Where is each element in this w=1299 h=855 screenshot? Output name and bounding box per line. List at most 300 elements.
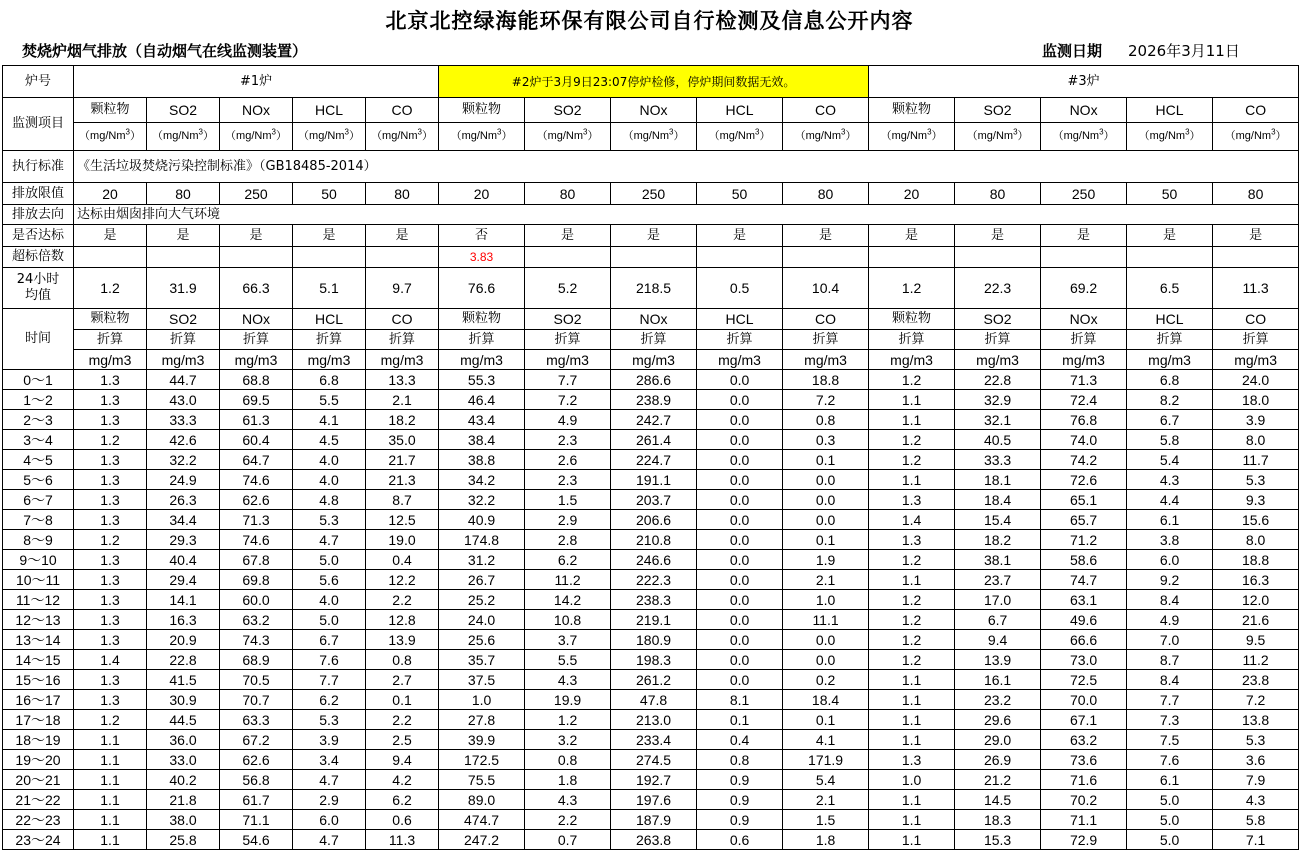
hourly-value: 26.7: [439, 570, 525, 590]
time-slot: 4～5: [3, 450, 74, 470]
unit-short: mg/m3: [955, 350, 1041, 370]
avg24-value: 11.3: [1213, 268, 1299, 309]
hourly-value: 21.7: [366, 450, 439, 470]
hourly-value: 3.9: [293, 730, 366, 750]
converted-label: 折算: [439, 330, 525, 350]
hourly-value: 0.0: [697, 390, 783, 410]
hourly-value: 40.2: [147, 770, 220, 790]
hourly-value: 74.2: [1041, 450, 1127, 470]
hourly-value: 0.1: [783, 450, 869, 470]
hourly-value: 2.9: [525, 510, 611, 530]
hourly-value: 2.1: [366, 390, 439, 410]
hourly-value: 12.2: [366, 570, 439, 590]
page-title: 北京北控绿海能环保有限公司自行检测及信息公开内容: [385, 9, 914, 33]
hourly-value: 4.3: [1213, 790, 1299, 810]
pollutant-header: NOx: [1041, 98, 1127, 123]
exceed-value: [147, 247, 220, 268]
hourly-value: 5.3: [1213, 730, 1299, 750]
hourly-value: 1.2: [869, 650, 955, 670]
exceed-value: [1213, 247, 1299, 268]
hourly-value: 89.0: [439, 790, 525, 810]
hourly-value: 33.0: [147, 750, 220, 770]
hourly-value: 12.0: [1213, 590, 1299, 610]
hourly-value: 5.8: [1213, 810, 1299, 830]
hourly-value: 191.1: [611, 470, 697, 490]
hourly-value: 71.1: [1041, 810, 1127, 830]
hourly-value: 1.2: [869, 430, 955, 450]
hourly-value: 6.0: [293, 810, 366, 830]
hourly-value: 34.4: [147, 510, 220, 530]
hourly-value: 69.8: [220, 570, 293, 590]
hourly-value: 8.4: [1127, 590, 1213, 610]
hourly-value: 42.6: [147, 430, 220, 450]
hourly-value: 1.3: [74, 390, 147, 410]
furnace-label: 炉号: [3, 66, 74, 98]
hourly-value: 4.9: [525, 410, 611, 430]
unit-header: （mg/Nm$^3$）: [697, 123, 783, 151]
limit-value: 80: [783, 183, 869, 205]
hourly-value: 3.7: [525, 630, 611, 650]
hourly-value: 2.7: [366, 670, 439, 690]
hourly-value: 18.1: [955, 470, 1041, 490]
hourly-value: 0.0: [697, 410, 783, 430]
hourly-value: 25.8: [147, 830, 220, 850]
hourly-pollutant-header: HCL: [293, 309, 366, 330]
hourly-value: 1.1: [869, 470, 955, 490]
avg24-label-line2: 均值: [24, 288, 51, 303]
time-slot: 0～1: [3, 370, 74, 390]
hourly-value: 5.0: [293, 550, 366, 570]
compliance-value: 是: [1041, 225, 1127, 247]
limit-label: 排放限值: [3, 183, 74, 205]
hourly-value: 6.7: [955, 610, 1041, 630]
avg24-value: 69.2: [1041, 268, 1127, 309]
standard-value: 《生活垃圾焚烧污染控制标准》（GB18485-2014）: [74, 151, 1299, 183]
hourly-value: 1.2: [869, 610, 955, 630]
hourly-value: 72.6: [1041, 470, 1127, 490]
hourly-value: 219.1: [611, 610, 697, 630]
limit-value: 250: [220, 183, 293, 205]
compliance-value: 是: [220, 225, 293, 247]
hourly-value: 32.2: [439, 490, 525, 510]
hourly-value: 7.2: [783, 390, 869, 410]
hourly-value: 65.7: [1041, 510, 1127, 530]
hourly-value: 4.3: [525, 670, 611, 690]
hourly-value: 0.1: [697, 710, 783, 730]
hourly-value: 172.5: [439, 750, 525, 770]
hourly-value: 30.9: [147, 690, 220, 710]
hourly-value: 29.6: [955, 710, 1041, 730]
hourly-value: 18.8: [783, 370, 869, 390]
hourly-value: 5.5: [293, 390, 366, 410]
compliance-value: 是: [366, 225, 439, 247]
hourly-value: 74.7: [1041, 570, 1127, 590]
hourly-value: 9.2: [1127, 570, 1213, 590]
hourly-value: 1.1: [869, 390, 955, 410]
hourly-value: 21.3: [366, 470, 439, 490]
hourly-value: 0.6: [366, 810, 439, 830]
hourly-value: 29.4: [147, 570, 220, 590]
unit-header: （mg/Nm$^3$）: [955, 123, 1041, 151]
hourly-value: 1.2: [869, 590, 955, 610]
hourly-value: 0.3: [783, 430, 869, 450]
hourly-value: 41.5: [147, 670, 220, 690]
hourly-value: 1.1: [869, 810, 955, 830]
time-slot: 15～16: [3, 670, 74, 690]
hourly-value: 0.2: [783, 670, 869, 690]
hourly-value: 0.0: [783, 650, 869, 670]
pollutant-header: CO: [1213, 98, 1299, 123]
hourly-value: 18.4: [783, 690, 869, 710]
time-slot: 14～15: [3, 650, 74, 670]
hourly-value: 5.3: [293, 710, 366, 730]
time-slot: 10～11: [3, 570, 74, 590]
hourly-value: 66.6: [1041, 630, 1127, 650]
hourly-value: 9.4: [955, 630, 1041, 650]
hourly-value: 5.5: [525, 650, 611, 670]
limit-value: 50: [293, 183, 366, 205]
hourly-value: 1.1: [74, 750, 147, 770]
hourly-pollutant-header: NOx: [1041, 309, 1127, 330]
hourly-value: 11.2: [1213, 650, 1299, 670]
hourly-value: 37.5: [439, 670, 525, 690]
hourly-value: 1.1: [869, 410, 955, 430]
hourly-value: 2.1: [783, 570, 869, 590]
exceed-value: [697, 247, 783, 268]
compliance-value: 是: [1213, 225, 1299, 247]
hourly-value: 15.3: [955, 830, 1041, 850]
hourly-value: 24.0: [1213, 370, 1299, 390]
unit-short: mg/m3: [293, 350, 366, 370]
exceed-value: 3.83: [439, 247, 525, 268]
time-label: 时间: [3, 309, 74, 370]
time-slot: 9～10: [3, 550, 74, 570]
hourly-value: 6.2: [293, 690, 366, 710]
hourly-value: 7.5: [1127, 730, 1213, 750]
hourly-value: 0.0: [783, 470, 869, 490]
hourly-value: 4.4: [1127, 490, 1213, 510]
hourly-value: 1.8: [525, 770, 611, 790]
hourly-value: 1.1: [74, 810, 147, 830]
hourly-value: 3.9: [1213, 410, 1299, 430]
unit-short: mg/m3: [74, 350, 147, 370]
hourly-value: 61.7: [220, 790, 293, 810]
hourly-value: 5.0: [1127, 790, 1213, 810]
converted-label: 折算: [1213, 330, 1299, 350]
unit-short: mg/m3: [439, 350, 525, 370]
avg24-value: 5.2: [525, 268, 611, 309]
hourly-value: 8.7: [1127, 650, 1213, 670]
hourly-value: 1.1: [74, 730, 147, 750]
hourly-value: 1.3: [74, 570, 147, 590]
unit-header: （mg/Nm$^3$）: [220, 123, 293, 151]
unit-header: （mg/Nm$^3$）: [611, 123, 697, 151]
exceed-value: [1127, 247, 1213, 268]
unit-short: mg/m3: [525, 350, 611, 370]
date-label: 监测日期: [1042, 42, 1103, 60]
hourly-value: 2.2: [366, 710, 439, 730]
hourly-value: 1.1: [74, 790, 147, 810]
hourly-value: 63.1: [1041, 590, 1127, 610]
hourly-value: 1.1: [869, 690, 955, 710]
hourly-value: 3.4: [293, 750, 366, 770]
converted-label: 折算: [147, 330, 220, 350]
limit-value: 50: [1127, 183, 1213, 205]
hourly-value: 74.0: [1041, 430, 1127, 450]
hourly-pollutant-header: 颗粒物: [74, 309, 147, 330]
hourly-value: 0.4: [366, 550, 439, 570]
hourly-value: 247.2: [439, 830, 525, 850]
avg24-value: 6.5: [1127, 268, 1213, 309]
hourly-value: 70.2: [1041, 790, 1127, 810]
time-slot: 8～9: [3, 530, 74, 550]
hourly-value: 0.6: [697, 830, 783, 850]
hourly-value: 1.2: [869, 630, 955, 650]
hourly-value: 242.7: [611, 410, 697, 430]
hourly-value: 238.9: [611, 390, 697, 410]
hourly-value: 1.8: [783, 830, 869, 850]
hourly-value: 38.1: [955, 550, 1041, 570]
hourly-value: 18.2: [955, 530, 1041, 550]
hourly-value: 38.4: [439, 430, 525, 450]
hourly-value: 474.7: [439, 810, 525, 830]
hourly-value: 7.9: [1213, 770, 1299, 790]
hourly-value: 0.0: [697, 590, 783, 610]
time-slot: 1～2: [3, 390, 74, 410]
hourly-value: 0.0: [697, 650, 783, 670]
time-slot: 7～8: [3, 510, 74, 530]
hourly-value: 233.4: [611, 730, 697, 750]
compliance-value: 是: [697, 225, 783, 247]
hourly-value: 67.1: [1041, 710, 1127, 730]
hourly-value: 49.6: [1041, 610, 1127, 630]
hourly-value: 3.6: [1213, 750, 1299, 770]
hourly-value: 4.3: [525, 790, 611, 810]
hourly-value: 13.8: [1213, 710, 1299, 730]
avg24-value: 22.3: [955, 268, 1041, 309]
hourly-value: 2.8: [525, 530, 611, 550]
limit-value: 250: [611, 183, 697, 205]
hourly-value: 5.6: [293, 570, 366, 590]
hourly-value: 72.9: [1041, 830, 1127, 850]
avg24-value: 31.9: [147, 268, 220, 309]
hourly-value: 24.9: [147, 470, 220, 490]
hourly-value: 197.6: [611, 790, 697, 810]
hourly-value: 8.1: [697, 690, 783, 710]
hourly-value: 23.2: [955, 690, 1041, 710]
hourly-value: 22.8: [147, 650, 220, 670]
hourly-value: 171.9: [783, 750, 869, 770]
hourly-value: 10.8: [525, 610, 611, 630]
exceed-value: [611, 247, 697, 268]
time-slot: 16～17: [3, 690, 74, 710]
hourly-value: 27.8: [439, 710, 525, 730]
unit-short: mg/m3: [1127, 350, 1213, 370]
hourly-value: 5.3: [293, 510, 366, 530]
hourly-value: 0.8: [783, 410, 869, 430]
unit-short: mg/m3: [220, 350, 293, 370]
hourly-value: 174.8: [439, 530, 525, 550]
hourly-value: 0.0: [697, 670, 783, 690]
avg24-value: 9.7: [366, 268, 439, 309]
pollutant-header: HCL: [1127, 98, 1213, 123]
hourly-value: 1.3: [74, 370, 147, 390]
hourly-pollutant-header: SO2: [525, 309, 611, 330]
exceed-value: [955, 247, 1041, 268]
hourly-value: 213.0: [611, 710, 697, 730]
hourly-value: 1.2: [525, 710, 611, 730]
hourly-value: 71.1: [220, 810, 293, 830]
limit-value: 80: [366, 183, 439, 205]
limit-value: 250: [1041, 183, 1127, 205]
hourly-value: 21.6: [1213, 610, 1299, 630]
hourly-value: 1.1: [869, 570, 955, 590]
hourly-value: 60.4: [220, 430, 293, 450]
hourly-value: 1.3: [74, 470, 147, 490]
hourly-value: 32.9: [955, 390, 1041, 410]
avg24-label: [3, 268, 74, 309]
converted-label: 折算: [220, 330, 293, 350]
hourly-value: 14.1: [147, 590, 220, 610]
hourly-pollutant-header: HCL: [697, 309, 783, 330]
hourly-pollutant-header: CO: [366, 309, 439, 330]
pollutant-header: NOx: [611, 98, 697, 123]
avg24-value: 5.1: [293, 268, 366, 309]
hourly-value: 17.0: [955, 590, 1041, 610]
compliance-value: 是: [147, 225, 220, 247]
hourly-pollutant-header: SO2: [147, 309, 220, 330]
unit-short: mg/m3: [366, 350, 439, 370]
hourly-value: 6.7: [293, 630, 366, 650]
hourly-value: 7.6: [293, 650, 366, 670]
time-slot: 3～4: [3, 430, 74, 450]
hourly-value: 6.1: [1127, 510, 1213, 530]
time-slot: 23～24: [3, 830, 74, 850]
hourly-value: 22.8: [955, 370, 1041, 390]
hourly-value: 0.0: [697, 490, 783, 510]
hourly-value: 0.0: [697, 470, 783, 490]
pollutant-header: SO2: [955, 98, 1041, 123]
unit-short: mg/m3: [783, 350, 869, 370]
hourly-value: 6.8: [1127, 370, 1213, 390]
converted-label: 折算: [955, 330, 1041, 350]
hourly-value: 26.3: [147, 490, 220, 510]
hourly-value: 67.8: [220, 550, 293, 570]
hourly-value: 1.3: [869, 530, 955, 550]
hourly-value: 180.9: [611, 630, 697, 650]
hourly-value: 263.8: [611, 830, 697, 850]
hourly-value: 6.2: [366, 790, 439, 810]
hourly-pollutant-header: 颗粒物: [869, 309, 955, 330]
hourly-value: 71.6: [1041, 770, 1127, 790]
exceed-label: 超标倍数: [3, 247, 74, 268]
converted-label: 折算: [293, 330, 366, 350]
hourly-value: 71.3: [220, 510, 293, 530]
hourly-value: 1.3: [74, 630, 147, 650]
limit-value: 50: [697, 183, 783, 205]
hourly-value: 4.5: [293, 430, 366, 450]
compliance-value: 是: [293, 225, 366, 247]
hourly-value: 187.9: [611, 810, 697, 830]
hourly-value: 68.9: [220, 650, 293, 670]
hourly-value: 0.0: [783, 490, 869, 510]
unit-header: （mg/Nm$^3$）: [366, 123, 439, 151]
hourly-value: 4.7: [293, 530, 366, 550]
converted-label: 折算: [1041, 330, 1127, 350]
hourly-value: 11.1: [783, 610, 869, 630]
hourly-value: 44.7: [147, 370, 220, 390]
hourly-value: 16.1: [955, 670, 1041, 690]
avg24-label-line1: 24小时: [16, 272, 60, 287]
hourly-value: 71.2: [1041, 530, 1127, 550]
time-slot: 6～7: [3, 490, 74, 510]
hourly-value: 34.2: [439, 470, 525, 490]
hourly-value: 7.7: [293, 670, 366, 690]
exceed-value: [74, 247, 147, 268]
compliance-value: 是: [783, 225, 869, 247]
compliance-value: 否: [439, 225, 525, 247]
hourly-value: 18.4: [955, 490, 1041, 510]
hourly-value: 1.1: [74, 770, 147, 790]
hourly-value: 13.9: [955, 650, 1041, 670]
hourly-value: 11.2: [525, 570, 611, 590]
hourly-value: 3.8: [1127, 530, 1213, 550]
hourly-value: 1.2: [869, 450, 955, 470]
hourly-value: 5.8: [1127, 430, 1213, 450]
hourly-value: 0.0: [697, 450, 783, 470]
hourly-value: 0.1: [366, 690, 439, 710]
hourly-value: 7.0: [1127, 630, 1213, 650]
time-slot: 12～13: [3, 610, 74, 630]
unit-header: （mg/Nm$^3$）: [525, 123, 611, 151]
hourly-value: 0.0: [697, 570, 783, 590]
time-slot: 11～12: [3, 590, 74, 610]
hourly-value: 13.3: [366, 370, 439, 390]
converted-label: 折算: [1127, 330, 1213, 350]
hourly-value: 0.4: [697, 730, 783, 750]
hourly-value: 1.2: [74, 710, 147, 730]
hourly-pollutant-header: SO2: [955, 309, 1041, 330]
hourly-value: 13.9: [366, 630, 439, 650]
hourly-value: 6.7: [1127, 410, 1213, 430]
hourly-value: 1.2: [74, 530, 147, 550]
hourly-value: 16.3: [1213, 570, 1299, 590]
converted-label: 折算: [783, 330, 869, 350]
hourly-value: 62.6: [220, 750, 293, 770]
hourly-value: 1.1: [869, 830, 955, 850]
avg24-value: 1.2: [869, 268, 955, 309]
hourly-value: 64.7: [220, 450, 293, 470]
exceed-value: [293, 247, 366, 268]
hourly-value: 1.3: [74, 590, 147, 610]
unit-header: （mg/Nm$^3$）: [147, 123, 220, 151]
time-slot: 21～22: [3, 790, 74, 810]
hourly-value: 5.0: [293, 610, 366, 630]
converted-label: 折算: [611, 330, 697, 350]
hourly-value: 12.8: [366, 610, 439, 630]
hourly-value: 7.7: [1127, 690, 1213, 710]
time-slot: 22～23: [3, 810, 74, 830]
unit-header: （mg/Nm$^3$）: [74, 123, 147, 151]
hourly-value: 46.4: [439, 390, 525, 410]
hourly-value: 1.2: [869, 550, 955, 570]
hourly-value: 1.3: [74, 490, 147, 510]
hourly-value: 6.0: [1127, 550, 1213, 570]
hourly-value: 8.7: [366, 490, 439, 510]
hourly-value: 0.0: [783, 630, 869, 650]
hourly-value: 75.5: [439, 770, 525, 790]
exceed-value: [1041, 247, 1127, 268]
